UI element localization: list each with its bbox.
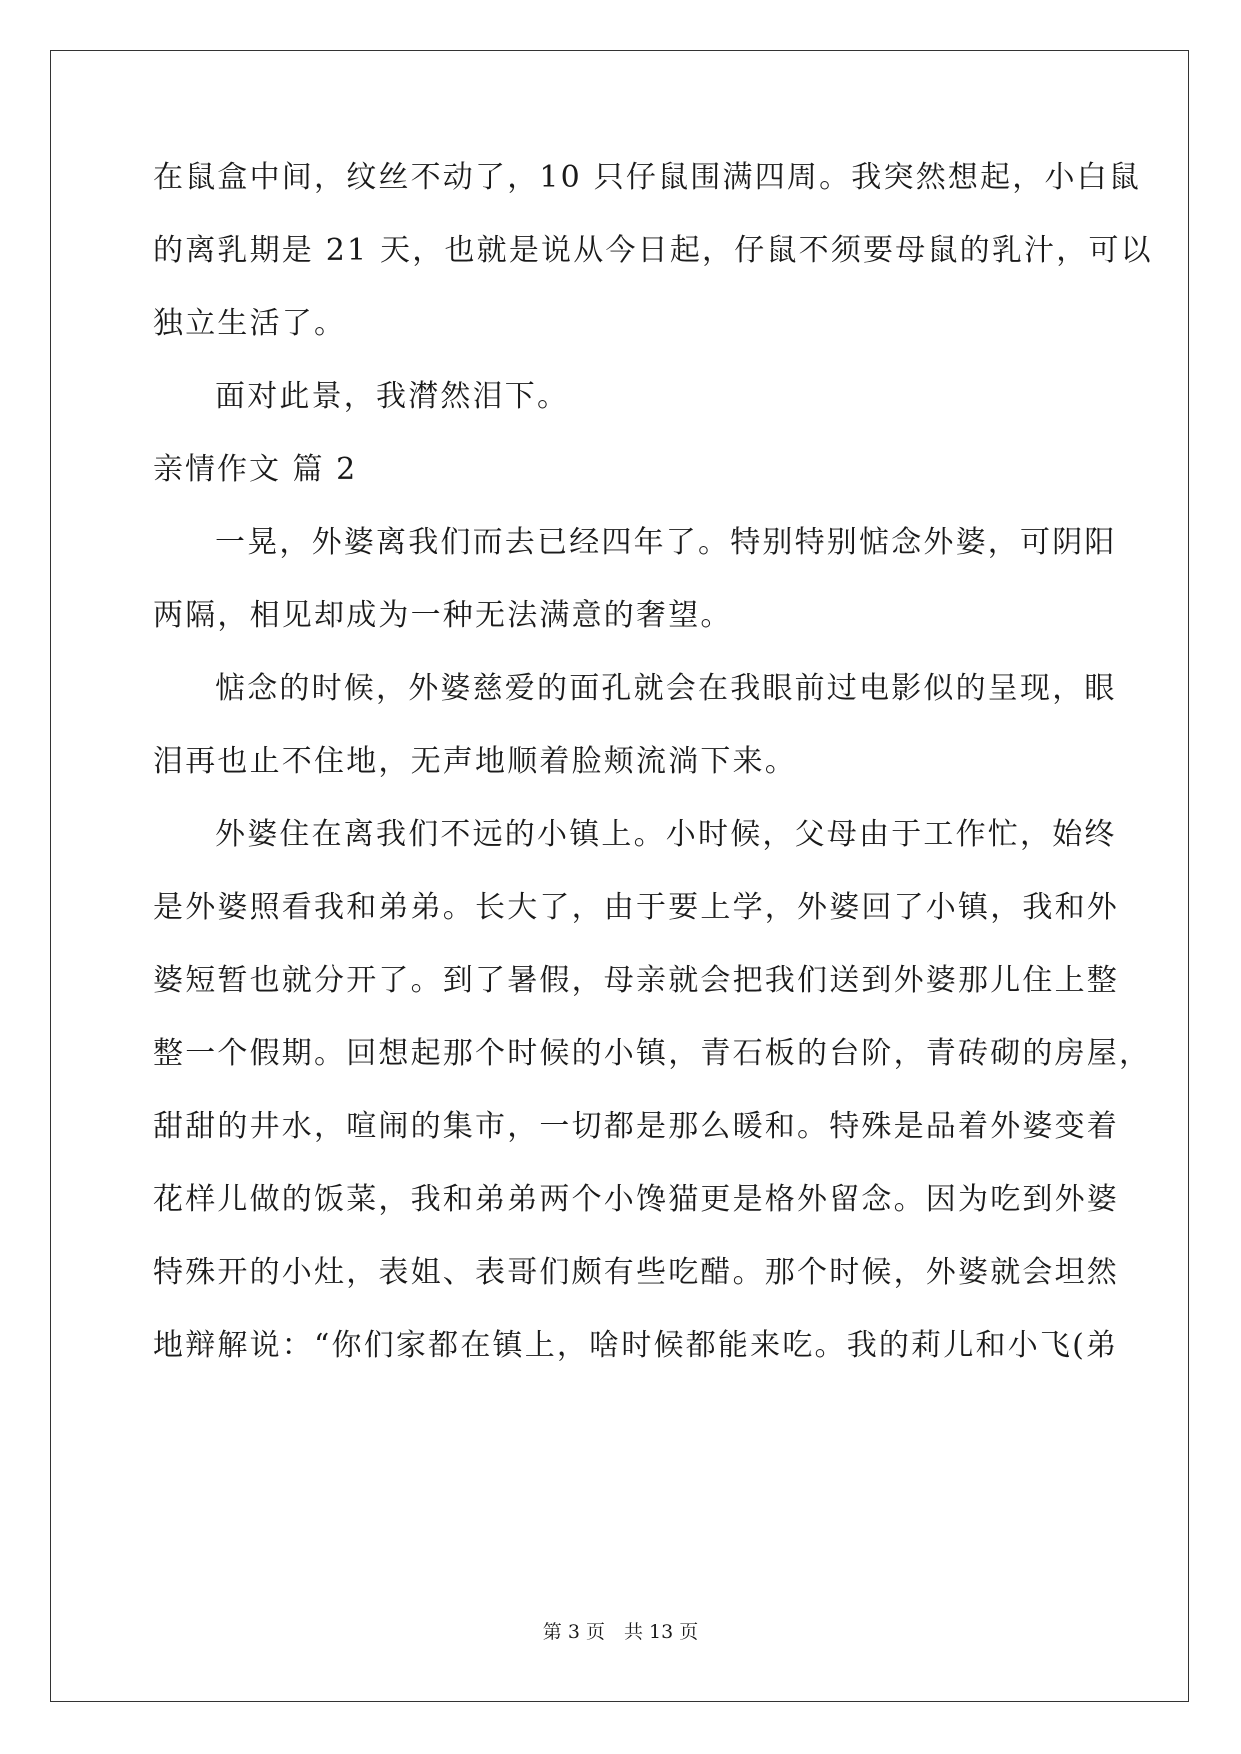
section-heading: 亲情作文 篇 2 [153,452,358,487]
text-line: 花样儿做的饭菜，我和弟弟两个小馋猫更是格外留念。因为吃到外婆 [153,1182,1119,1217]
text-line: 甜甜的井水，喧闹的集市，一切都是那么暖和。特殊是品着外婆变着 [153,1109,1119,1144]
text-line: 惦念的时候，外婆慈爱的面孔就会在我眼前过电影似的呈现，眼 [215,671,1117,706]
text-line: 特殊开的小灶，表姐、表哥们颇有些吃醋。那个时候，外婆就会坦然 [153,1255,1119,1290]
text-line: 两隔，相见却成为一种无法满意的奢望。 [153,598,733,633]
text-line: 泪再也止不住地，无声地顺着脸颊流淌下来。 [153,744,797,779]
page-number-footer: 第 3 页 共 13 页 [542,1621,699,1643]
text-line: 地辩解说：“你们家都在镇上，啥时候都能来吃。我的莉儿和小飞(弟 [153,1328,1119,1363]
text-line: 面对此景，我潸然泪下。 [215,379,570,414]
text-line: 是外婆照看我和弟弟。长大了，由于要上学，外婆回了小镇，我和外 [153,890,1119,925]
text-line: 整一个假期。回想起那个时候的小镇，青石板的台阶，青砖砌的房屋， [153,1036,1152,1071]
text-line: 的离乳期是 21 天，也就是说从今日起，仔鼠不须要母鼠的乳汁，可以 [153,233,1153,268]
text-line: 独立生活了。 [153,306,347,341]
text-line: 在鼠盒中间，纹丝不动了，10 只仔鼠围满四周。我突然想起，小白鼠 [153,160,1142,195]
page-border [50,50,1189,1702]
text-line: 婆短暂也就分开了。到了暑假，母亲就会把我们送到外婆那儿住上整 [153,963,1119,998]
text-line: 一晃，外婆离我们而去已经四年了。特别特别惦念外婆，可阴阳 [215,525,1117,560]
text-line: 外婆住在离我们不远的小镇上。小时候，父母由于工作忙，始终 [215,817,1117,852]
